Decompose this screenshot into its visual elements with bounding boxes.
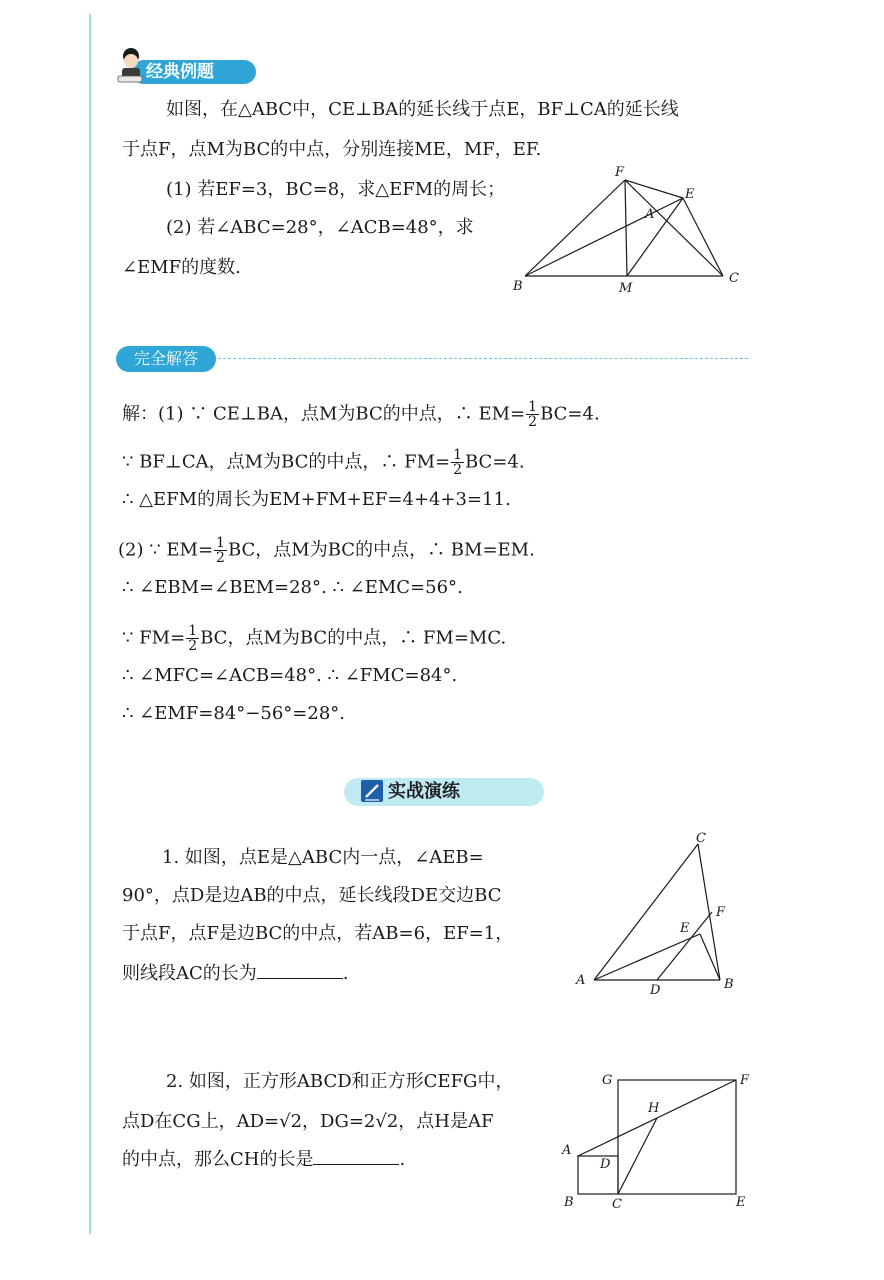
- fig1-label-e: E: [685, 187, 695, 202]
- frac-num: 1: [453, 447, 462, 463]
- q2-line-3: [122, 1148, 405, 1172]
- q1-line-3: 于点F，点F是边BC的中点，若AB=6，EF=1，: [122, 923, 514, 944]
- fig3-label-e: E: [736, 1195, 746, 1210]
- problem-line-1: 如图，在△ABC中，CE⊥BA的延长线于点E，BF⊥CA的延长线: [166, 99, 679, 120]
- example-header-label: 经典例题: [132, 60, 256, 84]
- fig2-label-f: F: [716, 905, 726, 920]
- fig1-label-m: M: [619, 281, 633, 296]
- fig3-label-c: C: [612, 1197, 622, 1212]
- solution-line-1: [122, 400, 600, 429]
- fig3-label-g: G: [602, 1073, 613, 1088]
- solution-line-4-a: (2) ∵ EM=: [118, 539, 214, 561]
- q2-line-1: 2. 如图，正方形ABCD和正方形CEFG中，: [166, 1071, 514, 1092]
- problem-part-2: (2) 若∠ABC=28°，∠ACB=48°，求: [166, 217, 474, 238]
- frac-num: 1: [216, 535, 225, 551]
- pen-icon: [360, 778, 384, 804]
- solution-line-5: ∴ ∠EBM=∠BEM=28°. ∴ ∠EMC=56°.: [122, 577, 463, 598]
- fraction-half: [214, 536, 227, 565]
- fig2-label-a: A: [576, 973, 586, 988]
- practice-header-label: 实战演练: [388, 781, 460, 802]
- fig1-label-a: A: [645, 207, 655, 222]
- q1-answer-blank[interactable]: [257, 962, 343, 979]
- problem-line-2: 于点F，点M为BC的中点，分别连接ME，MF，EF.: [122, 139, 542, 160]
- q2-line-3-text: 的中点，那么CH的长是: [122, 1149, 314, 1170]
- problem-part-1: (1) 若EF=3，BC=8，求△EFM的周长；: [166, 179, 506, 200]
- figure-triangle-abc: [568, 828, 748, 1000]
- q2-answer-blank[interactable]: [313, 1148, 399, 1165]
- solution-line-6-b: BC，点M为BC的中点，∴ FM=MC.: [200, 627, 507, 649]
- frac-den: 2: [453, 462, 462, 478]
- solution-line-6-a: ∵ FM=: [122, 627, 186, 649]
- fraction-half: [451, 448, 464, 477]
- solution-line-8: ∴ ∠EMF=84°−56°=28°.: [122, 703, 345, 724]
- fig3-label-b: B: [564, 1195, 574, 1210]
- fig3-label-d: D: [600, 1157, 611, 1172]
- fig2-label-c: C: [696, 831, 706, 846]
- fig2-label-e: E: [680, 921, 690, 936]
- solution-line-4: [118, 536, 535, 565]
- fig3-label-f: F: [740, 1073, 750, 1088]
- fig1-label-b: B: [513, 279, 523, 294]
- q1-line-1: 1. 如图，点E是△ABC内一点，∠AEB=: [162, 847, 484, 868]
- q1-line-4: [122, 962, 349, 986]
- q1-line-4-text: 则线段AC的长为: [122, 963, 257, 984]
- solution-line-2: [122, 448, 525, 477]
- frac-num: 1: [528, 399, 538, 415]
- solution-line-1-a: 解：(1) ∵ CE⊥BA，点M为BC的中点，∴ EM=: [122, 403, 526, 425]
- frac-den: 2: [188, 638, 198, 654]
- q2-line-3-end: .: [399, 1149, 406, 1170]
- fig1-label-c: C: [729, 271, 739, 286]
- q1-line-4-end: .: [342, 963, 349, 984]
- solution-line-1-b: BC=4.: [540, 403, 600, 425]
- fig2-label-b: B: [724, 977, 734, 992]
- solution-header-label: 完全解答: [116, 346, 216, 372]
- kid-mascot-icon: [116, 46, 150, 86]
- fraction-half: [186, 624, 199, 653]
- solution-line-2-b: BC=4.: [465, 451, 525, 473]
- solution-line-2-a: ∵ BF⊥CA，点M为BC的中点，∴ FM=: [122, 451, 451, 473]
- frac-den: 2: [528, 414, 538, 430]
- solution-line-6: [122, 624, 506, 653]
- solution-header: [116, 346, 216, 372]
- fig2-label-d: D: [650, 983, 661, 998]
- fig1-label-f: F: [615, 165, 625, 180]
- fraction-half: [526, 400, 539, 429]
- q2-line-2: 点D在CG上，AD=√2，DG=2√2，点H是AF: [122, 1111, 494, 1132]
- practice-header: [344, 772, 544, 812]
- solution-divider: [218, 358, 748, 359]
- problem-part-2-cont: ∠EMF的度数.: [122, 257, 241, 278]
- fig3-label-a: A: [562, 1143, 572, 1158]
- fig3-label-h: H: [648, 1101, 660, 1116]
- figure-triangle-efm: [505, 160, 755, 300]
- solution-line-3: ∴ △EFM的周长为EM+FM+EF=4+4+3=11.: [122, 489, 511, 510]
- frac-den: 2: [216, 550, 225, 566]
- frac-num: 1: [188, 623, 198, 639]
- figure-squares: [556, 1066, 756, 1214]
- example-header: [116, 46, 266, 86]
- q1-line-2: 90°，点D是边AB的中点，延长线段DE交边BC: [122, 885, 502, 906]
- solution-line-7: ∴ ∠MFC=∠ACB=48°. ∴ ∠FMC=84°.: [122, 665, 458, 686]
- margin-line: [89, 14, 91, 1234]
- solution-line-4-b: BC，点M为BC的中点，∴ BM=EM.: [227, 539, 535, 561]
